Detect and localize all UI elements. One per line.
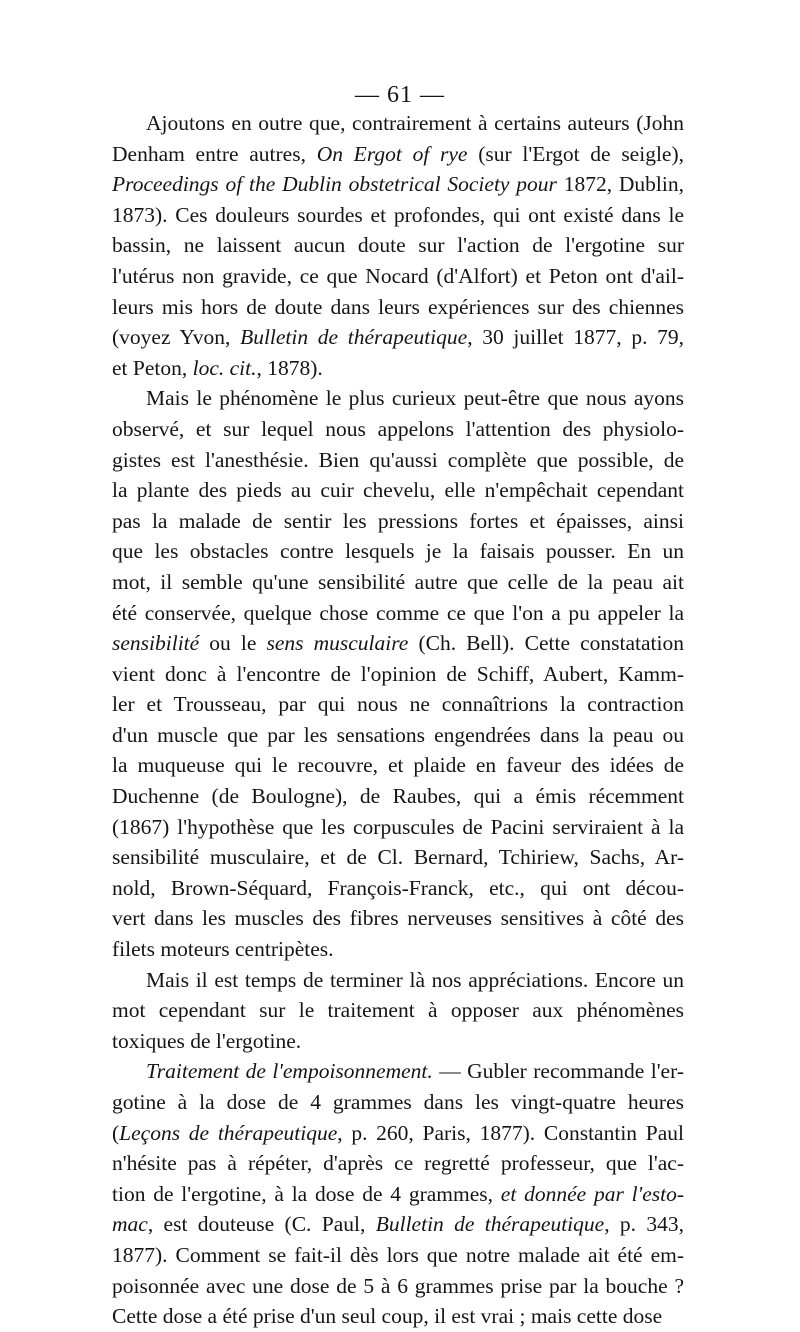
text-line [112,781,684,812]
text-line [112,903,684,934]
text-line [112,200,684,231]
text-run: observé, et sur lequel nous appelons l'attention des physiolo- [112,416,684,441]
text-line [112,659,684,690]
text-line [112,720,684,751]
paragraph [112,383,684,964]
text-run: ler et Trousseau, par qui nous ne connaîtrions la contraction [112,692,684,717]
text-run: et Peton, [112,355,193,380]
italic-text: Bulletin de thérapeutique [240,325,468,350]
text-run: , est douteuse (C. Paul, [147,1212,376,1237]
italic-text: Proceedings of the Dublin obstetrical Society pour [112,172,557,197]
text-run: n'hésite pas à répéter, d'après ce regretté professeur, que l'ac- [112,1151,684,1176]
text-run: , 1878). [256,355,323,380]
text-line [112,812,684,843]
italic-text: Traitement de l'empoisonnement. [146,1059,433,1084]
text-run: (sur l'Ergot de seigle), [467,141,685,166]
text-run: Denham entre autres, [112,141,317,166]
text-line [112,598,684,629]
text-line [112,506,684,537]
text-line [112,1209,684,1240]
text-run: , 30 juillet 1877, p. 79, [467,325,684,350]
text-run: gotine à la dose de 4 grammes dans les vingt-quatre heures [112,1090,684,1114]
text-run: nold, Brown-Séquard, François-Franck, etc., qui ont décou- [112,875,684,900]
text-line [112,628,684,659]
text-line [112,1179,684,1210]
text-run: mot, il semble qu'une sensibilité autre que celle de la peau ait [112,569,684,594]
text-line [112,750,684,781]
text-run: , p. 260, Paris, 1877). Constantin Paul [337,1120,684,1145]
text-run: vert dans les muscles des fibres nerveuses sensitives à côté des [112,906,684,931]
text-run: — Gubler recommande l'er- [432,1059,684,1084]
page-number: — 61 — [355,82,445,108]
paragraph [112,108,684,383]
text-run: leurs mis hors de doute dans leurs expériences sur des chiennes [112,294,684,319]
italic-text: mac [112,1212,148,1237]
text-line [112,1148,684,1179]
text-run: poisonnée avec une dose de 5 à 6 grammes prise par la bouche ? [112,1273,684,1298]
text-run: d'un muscle que par les sensations engendrées dans la peau ou [112,722,684,747]
italic-text: sens musculaire [266,631,409,656]
text-line [112,108,684,139]
italic-text: sensibilité [112,631,200,656]
text-line [112,536,684,567]
text-line [112,383,684,414]
text-run: que les obstacles contre lesquels je la faisais pousser. En un [112,539,684,564]
text-line [112,475,684,506]
text-line [112,873,684,904]
text-line [112,353,684,384]
text-line [112,445,684,476]
text-run: vient donc à l'encontre de l'opinion de Schiff, Aubert, Kamm- [112,661,684,686]
text-run: (voyez Yvon, [112,325,241,350]
text-line [112,1087,684,1118]
italic-text: loc. cit. [192,355,257,380]
text-line [112,230,684,261]
text-run: Cette dose a été prise d'un seul coup, il est vrai ; mais cette dose [112,1304,663,1329]
text-run: sensibilité musculaire, et de Cl. Bernard, Tchiriew, Sachs, Ar- [112,845,684,870]
text-run: 1877). Comment se fait-il dès lors que notre malade ait été em- [112,1242,684,1267]
text-run: Duchenne (de Boulogne), de Raubes, qui a émis récemment [112,784,684,809]
text-run: Mais il est temps de terminer là nos appréciations. Encore un [146,967,684,992]
text-run: tion de l'ergotine, à la dose de 4 grammes, [112,1181,501,1206]
text-line [112,322,684,353]
text-line [112,261,684,292]
text-run: pas la malade de sentir les pressions fortes et épaisses, ainsi [112,508,684,533]
text-run: été conservée, quelque chose comme ce que l'on a pu appeler la [112,600,684,625]
text-run: 1873). Ces douleurs sourdes et profondes, qui ont existé dans le [112,202,684,227]
text-line [112,292,684,323]
text-run: ( [112,1120,120,1145]
italic-text: et donnée par l'esto- [500,1181,684,1206]
text-line [112,689,684,720]
text-line [112,1271,684,1302]
text-line [112,965,684,996]
text-run: bassin, ne laissent aucun doute sur l'action de l'ergotine sur [112,233,684,258]
text-line [112,414,684,445]
paragraph [112,965,684,1057]
text-line [112,995,684,1026]
body-text [112,108,684,1332]
text-run: Ajoutons en outre que, contrairement à certains auteurs (John [146,111,684,135]
italic-text: Bulletin de thérapeutique [375,1212,605,1237]
italic-text: On Ergot of rye [316,141,468,166]
text-run: (1867) l'hypothèse que les corpuscules de Pacini serviraient à la [112,814,684,839]
text-run: mot cependant sur le traitement à opposer aux phénomènes [112,998,684,1023]
text-run: Mais le phénomène le plus curieux peut-être que nous ayons [146,386,684,411]
text-run: filets moteurs centripètes. [112,937,334,962]
text-run: la muqueuse qui le recouvre, et plaide en faveur des idées de [112,753,684,778]
text-line [112,1056,684,1087]
text-line [112,1301,684,1332]
text-run: l'utérus non gravide, ce que Nocard (d'Alfort) et Peton ont d'ail- [112,263,684,288]
text-run: , p. 343, [604,1212,684,1237]
paragraph [112,1056,684,1331]
text-line [112,842,684,873]
text-line [112,1240,684,1271]
text-run: gistes est l'anesthésie. Bien qu'aussi complète que possible, de [112,447,684,472]
text-run: ou le [199,631,267,656]
text-line [112,1118,684,1149]
text-line [112,567,684,598]
text-run: 1872, Dublin, [556,172,684,197]
text-line [112,934,684,965]
text-line [112,169,684,200]
italic-text: Leçons de thérapeutique [119,1120,338,1145]
text-run: (Ch. Bell). Cette constatation [408,631,684,656]
text-run: la plante des pieds au cuir chevelu, elle n'empêchait cependant [112,478,684,503]
text-line [112,139,684,170]
text-run: toxiques de l'ergotine. [112,1028,302,1053]
text-line [112,1026,684,1057]
